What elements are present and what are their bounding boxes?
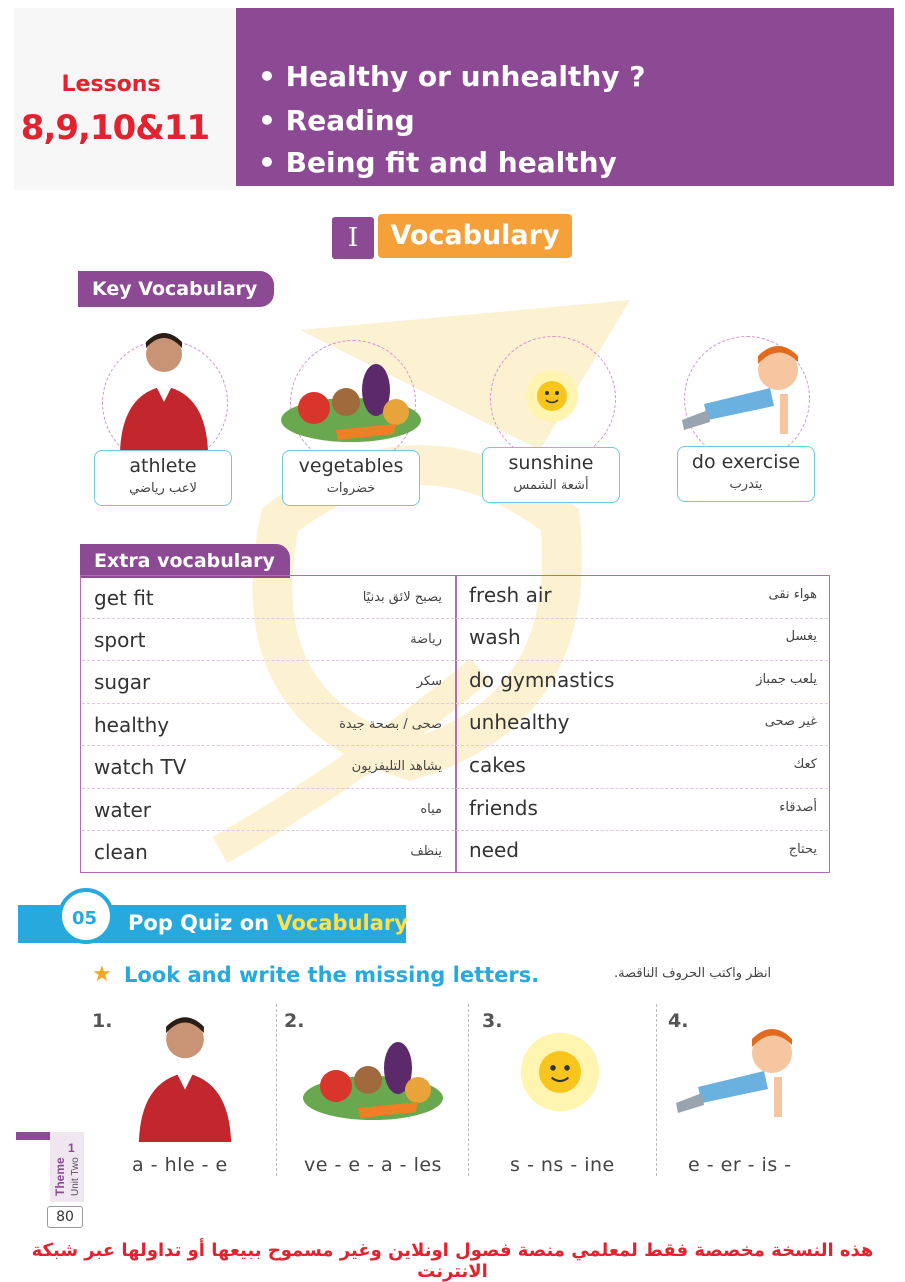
- word-en: need: [469, 838, 519, 862]
- vocab-ar: لاعب رياضي: [129, 481, 197, 496]
- table-row: [457, 830, 829, 872]
- vocab-card-athlete: [94, 450, 232, 506]
- table-row: [82, 790, 454, 832]
- missing-letters-word: a - hle - e: [132, 1154, 228, 1176]
- pop-quiz-title-prefix: Pop Quiz on: [128, 911, 277, 935]
- question-number: 4.: [668, 1010, 689, 1032]
- vocab-ar: خضروات: [326, 481, 376, 496]
- word-ar: سكر: [416, 674, 442, 689]
- table-row: [82, 705, 454, 747]
- vegetables-icon: [276, 350, 426, 446]
- table-row: [82, 620, 454, 662]
- topic-2: • Reading: [258, 104, 415, 137]
- question-number: 3.: [482, 1010, 503, 1032]
- word-ar: يحتاج: [788, 842, 817, 857]
- word-en: clean: [94, 840, 148, 864]
- lessons-label: Lessons: [61, 72, 161, 97]
- table-row: [457, 617, 829, 659]
- word-ar: يلعب جمباز: [756, 672, 817, 687]
- word-ar: صحى / بصحة جيدة: [339, 717, 442, 732]
- vocab-ar: يتدرب: [729, 477, 763, 492]
- question-divider: [276, 1004, 277, 1176]
- table-row: [457, 702, 829, 744]
- table-row: [82, 578, 454, 620]
- word-ar: هواء نقى: [768, 587, 817, 602]
- theme-number: 1: [68, 1141, 75, 1155]
- table-row: [457, 575, 829, 617]
- word-ar: أصدقاء: [779, 800, 817, 815]
- lessons-box: [14, 8, 236, 190]
- vegetables-icon: [298, 1028, 448, 1124]
- word-ar: رياضة: [410, 632, 442, 647]
- boy-pushup-icon: [674, 344, 824, 440]
- section-number: I: [332, 217, 374, 259]
- word-en: healthy: [94, 713, 170, 737]
- pop-quiz-title: [128, 911, 408, 935]
- table-row: [82, 747, 454, 789]
- missing-letters-word: s - ns - ine: [510, 1154, 615, 1176]
- question-number: 2.: [284, 1010, 305, 1032]
- table-row: [457, 660, 829, 702]
- timer-value: 05: [72, 908, 98, 929]
- vocab-card-sunshine: [482, 447, 620, 503]
- word-en: friends: [469, 796, 538, 820]
- question-number: 1.: [92, 1010, 113, 1032]
- lessons-numbers: 8,9,10&11: [20, 108, 210, 148]
- pop-quiz-title-highlight: Vocabulary: [276, 911, 408, 935]
- theme-label: Theme: [53, 1157, 67, 1196]
- word-en: wash: [469, 625, 521, 649]
- word-ar: يصبح لائق بدنيًا: [362, 590, 442, 605]
- word-ar: غير صحى: [764, 714, 817, 729]
- quiz-instruction-ar: انظر واكتب الحروف الناقصة.: [614, 966, 772, 981]
- word-en: water: [94, 798, 151, 822]
- vocab-en: do exercise: [691, 451, 801, 473]
- topic-3: • Being fit and healthy: [258, 146, 617, 179]
- topics-banner: [236, 8, 894, 186]
- word-en: sport: [94, 628, 146, 652]
- vocab-ar: أشعة الشمس: [513, 478, 589, 493]
- page-number: 80: [47, 1206, 83, 1228]
- sun-icon: [518, 1030, 602, 1114]
- vocab-en: athlete: [129, 455, 197, 477]
- boy-pushup-icon: [668, 1020, 818, 1130]
- vocab-en: vegetables: [298, 455, 404, 477]
- word-ar: يشاهد التليفزيون: [351, 759, 442, 774]
- copyright-notice: هذه النسخة مخصصة فقط لمعلمي منصة فصول اونلاين وغير مسموح ببيعها أو تداولها عبر شبكة الانترنت: [31, 1240, 874, 1282]
- word-ar: يغسل: [785, 629, 817, 644]
- table-row: [82, 832, 454, 874]
- word-en: sugar: [94, 670, 151, 694]
- athlete-icon: [112, 328, 216, 452]
- word-ar: ينظف: [410, 844, 442, 859]
- topic-1: • Healthy or unhealthy ?: [258, 60, 646, 93]
- word-ar: كعك: [793, 757, 817, 772]
- word-ar: مياه: [420, 802, 442, 817]
- missing-letters-word: ve - e - a - les: [304, 1154, 442, 1176]
- quiz-instruction: Look and write the missing letters.: [124, 963, 540, 987]
- question-divider: [656, 1004, 657, 1176]
- question-divider: [468, 1004, 469, 1176]
- unit-label: Unit Two: [70, 1157, 81, 1196]
- vocab-en: sunshine: [508, 452, 594, 474]
- star-icon: ★: [92, 962, 112, 987]
- athlete-icon: [130, 1012, 240, 1142]
- vocab-card-do-exercise: [677, 446, 815, 502]
- extra-vocabulary-label: Extra vocabulary: [80, 544, 290, 578]
- table-row: [82, 662, 454, 704]
- word-en: get fit: [94, 586, 154, 610]
- table-row: [457, 745, 829, 787]
- key-vocabulary-label: Key Vocabulary: [78, 271, 274, 307]
- vocab-card-vegetables: [282, 450, 420, 506]
- sun-icon: [522, 366, 582, 426]
- theme-tab: [16, 1132, 84, 1202]
- word-en: watch TV: [94, 755, 187, 779]
- missing-letters-word: e - er - is -: [688, 1154, 792, 1176]
- section-title: Vocabulary: [378, 214, 572, 258]
- table-row: [457, 788, 829, 830]
- word-en: cakes: [469, 753, 526, 777]
- word-en: unhealthy: [469, 710, 570, 734]
- word-en: do gymnastics: [469, 668, 615, 692]
- word-en: fresh air: [469, 583, 552, 607]
